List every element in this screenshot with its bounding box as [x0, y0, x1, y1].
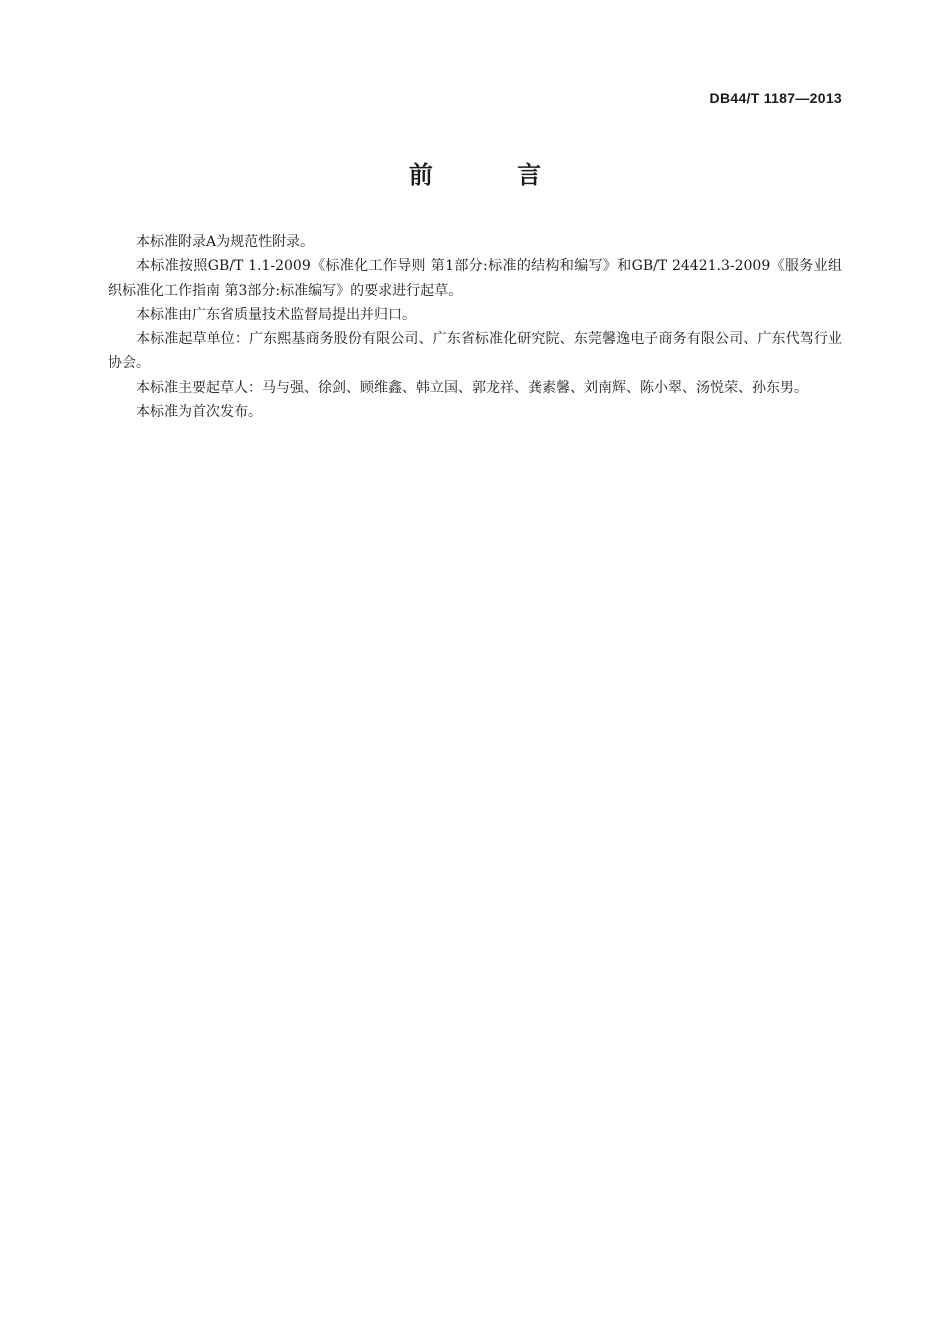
- paragraph-drafters: 本标准主要起草人：马与强、徐剑、顾维鑫、韩立国、郭龙祥、龚素馨、刘南辉、陈小翠、汤悦荣、孙东男。: [136, 379, 808, 396]
- paragraph-appendix: 本标准附录A为规范性附录。: [136, 234, 315, 250]
- paragraph-proposer: 本标准由广东省质量技术监督局提出并归口。: [136, 306, 416, 323]
- foreword-body: [108, 230, 842, 424]
- standard-code: DB44/T 1187—2013: [709, 90, 842, 106]
- paragraph-first-release: 本标准为首次发布。: [136, 404, 262, 421]
- paragraph-drafting-units: 本标准起草单位：广东熙基商务股份有限公司、广东省标准化研究院、东莞馨逸电子商务有限公司、广东代驾行业协会。: [108, 331, 842, 372]
- paragraph-drafting-rules: 本标准按照GB/T 1.1-2009《标准化工作导则 第1部分:标准的结构和编写》和GB/T 24421.3-2009《服务业组织标准化工作指南 第3部分:标准编写》的要求进行起草。: [108, 258, 842, 299]
- page-title: 前 言: [408, 161, 580, 189]
